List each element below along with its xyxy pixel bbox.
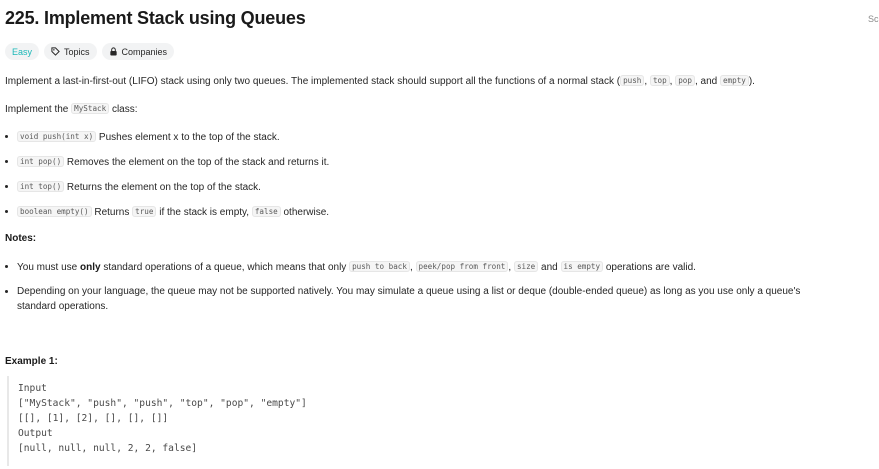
note-text: operations are valid. <box>603 262 696 273</box>
code-push-to-back: push to back <box>349 261 410 272</box>
code-size: size <box>514 261 538 272</box>
method-code: void push(int x) <box>17 131 96 142</box>
sep: and <box>538 262 561 273</box>
note-bold: only <box>80 262 101 273</box>
note-text: You must use <box>17 262 81 273</box>
implement-paragraph <box>5 102 138 116</box>
page-title: 225. Implement Stack using Queues <box>5 8 306 28</box>
lock-icon <box>109 47 118 56</box>
code-push: push <box>620 75 644 86</box>
notes-heading: Notes: <box>5 233 37 244</box>
difficulty-badge[interactable] <box>5 43 39 60</box>
example-block <box>7 376 869 466</box>
bullet <box>5 210 8 213</box>
input-ops: ["MyStack", "push", "push", "top", "pop", "empty"] <box>18 398 307 409</box>
intro-paragraph <box>5 74 755 88</box>
method-text: Returns the element on the top of the stack. <box>64 182 261 193</box>
code-top: top <box>650 75 670 86</box>
tag-icon <box>51 47 60 56</box>
sep: , <box>409 262 416 273</box>
method-code: boolean empty() <box>17 206 92 217</box>
bullet <box>5 265 8 268</box>
example-heading: Example 1: <box>5 356 58 367</box>
topics-label: Topics <box>64 46 90 57</box>
tag-row <box>5 43 174 60</box>
input-label: Input <box>18 383 47 394</box>
output-values: [null, null, null, 2, 2, false] <box>18 443 198 454</box>
solution-tab-fragment[interactable]: Sc <box>868 14 879 24</box>
code-mystack: MyStack <box>71 103 109 114</box>
impl-text-end: class: <box>109 104 138 115</box>
bullet <box>5 185 8 188</box>
companies-label: Companies <box>121 46 168 57</box>
topics-button[interactable] <box>44 43 97 60</box>
sep: , <box>669 76 676 87</box>
code-empty: empty <box>720 75 749 86</box>
code-true: true <box>132 206 156 217</box>
method-code: int pop() <box>17 156 64 167</box>
intro-text: Implement a last-in-first-out (LIFO) stack using only two queues. The implemented stack should support all the functions of a normal stack ( <box>5 76 621 87</box>
bullet <box>5 290 8 293</box>
difficulty-label: Easy <box>12 46 33 57</box>
impl-text: Implement the <box>5 104 72 115</box>
note-text: standard operations. <box>17 301 109 312</box>
method-text: otherwise. <box>280 207 330 218</box>
sep: , <box>644 76 650 87</box>
input-args: [[], [1], [2], [], [], []] <box>18 413 169 424</box>
note-text: Depending on your language, the queue may not be supported natively. You may simulate a queue using a list or deque (double-ended queue) as long as you use only a queue's <box>17 286 801 297</box>
bullet <box>5 135 8 138</box>
note-text: standard operations of a queue, which means that only <box>100 262 350 273</box>
method-code: int top() <box>17 181 64 192</box>
intro-end: ). <box>748 76 755 87</box>
code-is-empty: is empty <box>561 261 604 272</box>
method-text: if the stack is empty, <box>156 207 252 218</box>
code-peek-pop: peek/pop from front <box>416 261 509 272</box>
code-false: false <box>252 206 281 217</box>
method-text: Removes the element on the top of the stack and returns it. <box>64 157 330 168</box>
code-pop: pop <box>675 75 695 86</box>
sep: , and <box>694 76 720 87</box>
method-text: Pushes element x to the top of the stack. <box>96 132 280 143</box>
method-text: Returns <box>91 207 133 218</box>
sep: , <box>508 262 514 273</box>
output-label: Output <box>18 428 53 439</box>
bullet <box>5 160 8 163</box>
companies-button[interactable] <box>102 43 175 60</box>
